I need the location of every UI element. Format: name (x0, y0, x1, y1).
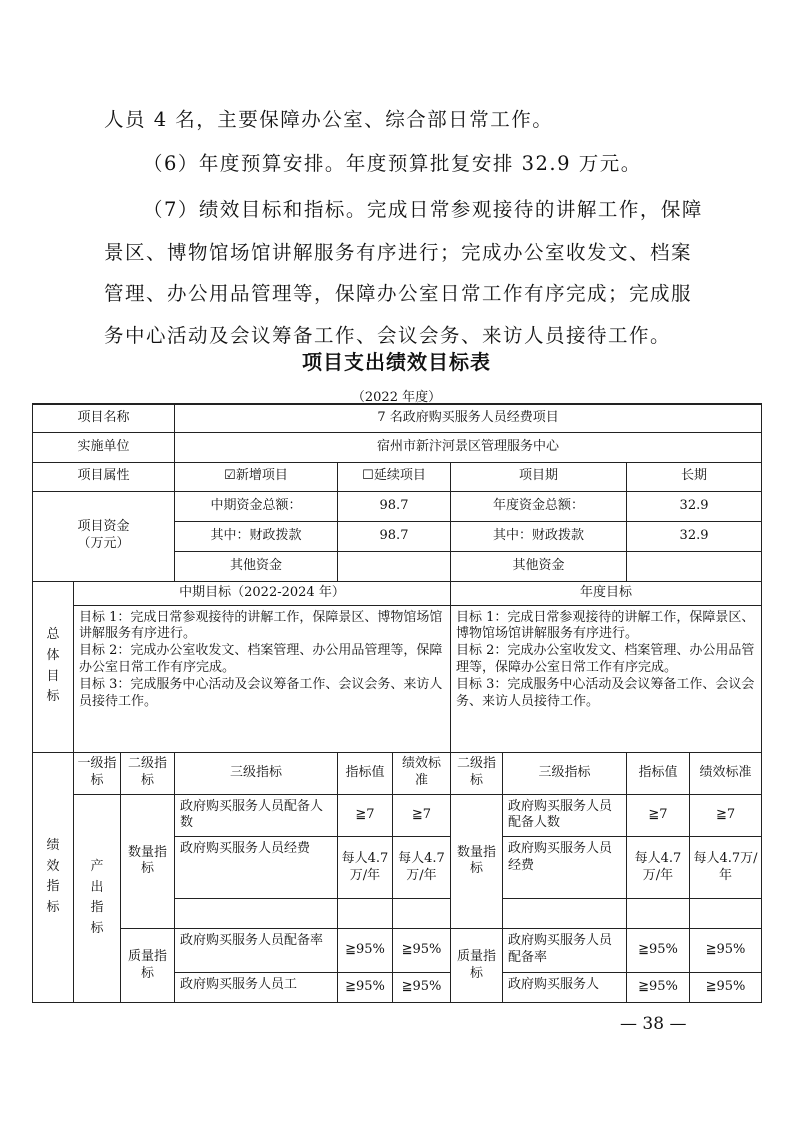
header-value: 指标值 (338, 752, 393, 794)
goals-label-char: 总 (46, 626, 60, 642)
year-indicator-value: 每人4.7万/年 (627, 837, 690, 899)
mid-fiscal-label: 其中：财政拨款 (175, 521, 338, 551)
mid-indicator-name: 政府购买服务人员工 (175, 973, 338, 1003)
year-indicator-name: 政府购买服务人 (503, 973, 627, 1003)
year-header-value: 指标值 (627, 752, 690, 794)
header-level2: 二级指标 (121, 752, 175, 794)
funds-label-unit: （万元） (77, 536, 130, 551)
project-name-label: 项目名称 (33, 404, 175, 432)
attr-continue: ☐延续项目 (338, 462, 451, 491)
output-label-char: 产 (90, 858, 104, 874)
attr-new: ☑新增项目 (175, 462, 338, 491)
indicators-label-char: 效 (46, 858, 60, 874)
mid-indicator-standard: ≧95% (393, 929, 451, 973)
year-other-value (627, 551, 762, 581)
mid-fiscal-value: 98.7 (338, 521, 451, 551)
year-header-level2: 二级指标 (451, 752, 503, 794)
goals-label-char: 体 (46, 647, 60, 663)
mid-indicator-value: ≧7 (338, 794, 393, 837)
mid-goal-item: 目标 3：完成服务中心活动及会议筹备工作、会议会务、来访人员接待工作。 (79, 677, 443, 709)
attr-label: 项目属性 (33, 462, 175, 491)
unit-label: 实施单位 (33, 432, 175, 462)
header-level1: 一级指标 (74, 752, 121, 794)
project-name: 7 名政府购买服务人员经费项目 (175, 404, 762, 432)
goals-label-char: 目 (46, 668, 60, 684)
year-indicator-value-empty (627, 899, 690, 929)
year-indicator-name: 政府购买服务人员配备人数 (503, 794, 627, 837)
mid-indicator-standard: ≧7 (393, 794, 451, 837)
period-label: 项目期 (451, 462, 627, 491)
mid-other-value (338, 551, 451, 581)
period-value: 长期 (627, 462, 762, 491)
year-indicator-standard: ≧7 (690, 794, 762, 837)
mid-indicator-name-empty (175, 899, 338, 929)
quality-indicator-label: 质量指标 (121, 929, 175, 1003)
indicators-label-char: 绩 (46, 837, 60, 853)
year-indicator-standard: ≧95% (690, 973, 762, 1003)
performance-table (32, 403, 762, 1003)
funds-label (33, 491, 175, 581)
mid-total-value: 98.7 (338, 491, 451, 521)
mid-indicator-name: 政府购买服务人员配备率 (175, 929, 338, 973)
output-indicator-label (74, 794, 121, 1003)
unit-name: 宿州市新汴河景区管理服务中心 (175, 432, 762, 462)
intro-line: 务中心活动及会议筹备工作、会议会务、来访人员接待工作。 (104, 324, 672, 347)
mid-total-label: 中期资金总额： (175, 491, 338, 521)
year-goal-item: 目标 3：完成服务中心活动及会议筹备工作、会议会务、来访人员接待工作。 (456, 677, 755, 709)
table-title: 项目支出绩效目标表 (302, 350, 491, 374)
output-label-char: 指 (90, 900, 104, 916)
mid-indicator-value: 每人4.7万/年 (338, 837, 393, 899)
year-fiscal-label: 其中：财政拨款 (451, 521, 627, 551)
indicators-label-char: 指 (46, 879, 60, 895)
year-quality-indicator-label: 质量指标 (451, 929, 503, 1003)
page-number: — 38 — (620, 1014, 687, 1034)
year-indicator-standard-empty (690, 899, 762, 929)
intro-line: 景区、博物馆场馆讲解服务有序进行；完成办公室收发文、档案 (104, 241, 693, 264)
mid-indicator-standard-empty (393, 899, 451, 929)
year-goal-item: 目标 1：完成日常参观接待的讲解工作，保障景区、博物馆场馆讲解服务有序进行。 (456, 609, 755, 642)
header-standard: 绩效标准 (393, 752, 451, 794)
output-label-char: 标 (90, 921, 104, 937)
year-goal-item: 目标 2：完成办公室收发文、档案管理、办公用品管理等，保障办公室日常工作有序完成。 (456, 643, 755, 676)
goals-label-char: 标 (46, 689, 60, 705)
mid-indicator-value: ≧95% (338, 929, 393, 973)
output-label-char: 出 (90, 879, 104, 895)
year-header-level3: 三级指标 (503, 752, 627, 794)
mid-indicator-value: ≧95% (338, 973, 393, 1003)
mid-goal-item: 目标 1：完成日常参观接待的讲解工作，保障景区、博物馆场馆讲解服务有序进行。 (79, 609, 443, 642)
year-indicator-value: ≧95% (627, 973, 690, 1003)
funds-label-line: 项目资金 (77, 519, 130, 535)
quantity-indicator-label: 数量指标 (121, 794, 175, 929)
year-goal-text (451, 605, 762, 752)
mid-indicator-value-empty (338, 899, 393, 929)
year-indicator-value: ≧95% (627, 929, 690, 973)
intro-line: （7）绩效目标和指标。完成日常参观接待的讲解工作，保障 (143, 198, 703, 221)
year-indicator-standard: ≧95% (690, 929, 762, 973)
intro-line: 人员 4 名，主要保障办公室、综合部日常工作。 (104, 108, 554, 131)
indicators-section-label (33, 752, 74, 1003)
mid-indicator-standard: ≧95% (393, 973, 451, 1003)
year-goal-header: 年度目标 (451, 581, 762, 605)
mid-indicator-name: 政府购买服务人员配备人数 (175, 794, 338, 837)
year-indicator-name: 政府购买服务人员经费 (503, 837, 627, 899)
year-header-standard: 绩效标准 (690, 752, 762, 794)
year-indicator-standard: 每人4.7万/年 (690, 837, 762, 899)
year-indicator-value: ≧7 (627, 794, 690, 837)
year-indicator-name-empty (503, 899, 627, 929)
indicators-label-char: 标 (46, 900, 60, 916)
goals-section-label (33, 581, 74, 752)
year-quantity-indicator-label: 数量指标 (451, 794, 503, 929)
mid-goal-text (74, 605, 451, 752)
mid-goal-item: 目标 2：完成办公室收发文、档案管理、办公用品管理等，保障办公室日常工作有序完成。 (79, 643, 443, 676)
year-total-value: 32.9 (627, 491, 762, 521)
year-indicator-name: 政府购买服务人员配备率 (503, 929, 627, 973)
intro-line: （6）年度预算安排。年度预算批复安排 32.9 万元。 (143, 152, 642, 175)
header-level3: 三级指标 (175, 752, 338, 794)
mid-indicator-name: 政府购买服务人员经费 (175, 837, 338, 899)
intro-line: 管理、办公用品管理等，保障办公室日常工作有序完成；完成服 (104, 282, 693, 305)
mid-other-label: 其他资金 (175, 551, 338, 581)
table-year: （2022 年度） (351, 390, 442, 405)
mid-indicator-standard: 每人4.7万/年 (393, 837, 451, 899)
year-total-label: 年度资金总额： (451, 491, 627, 521)
mid-goal-header: 中期目标（2022-2024 年） (74, 581, 451, 605)
year-other-label: 其他资金 (451, 551, 627, 581)
year-fiscal-value: 32.9 (627, 521, 762, 551)
